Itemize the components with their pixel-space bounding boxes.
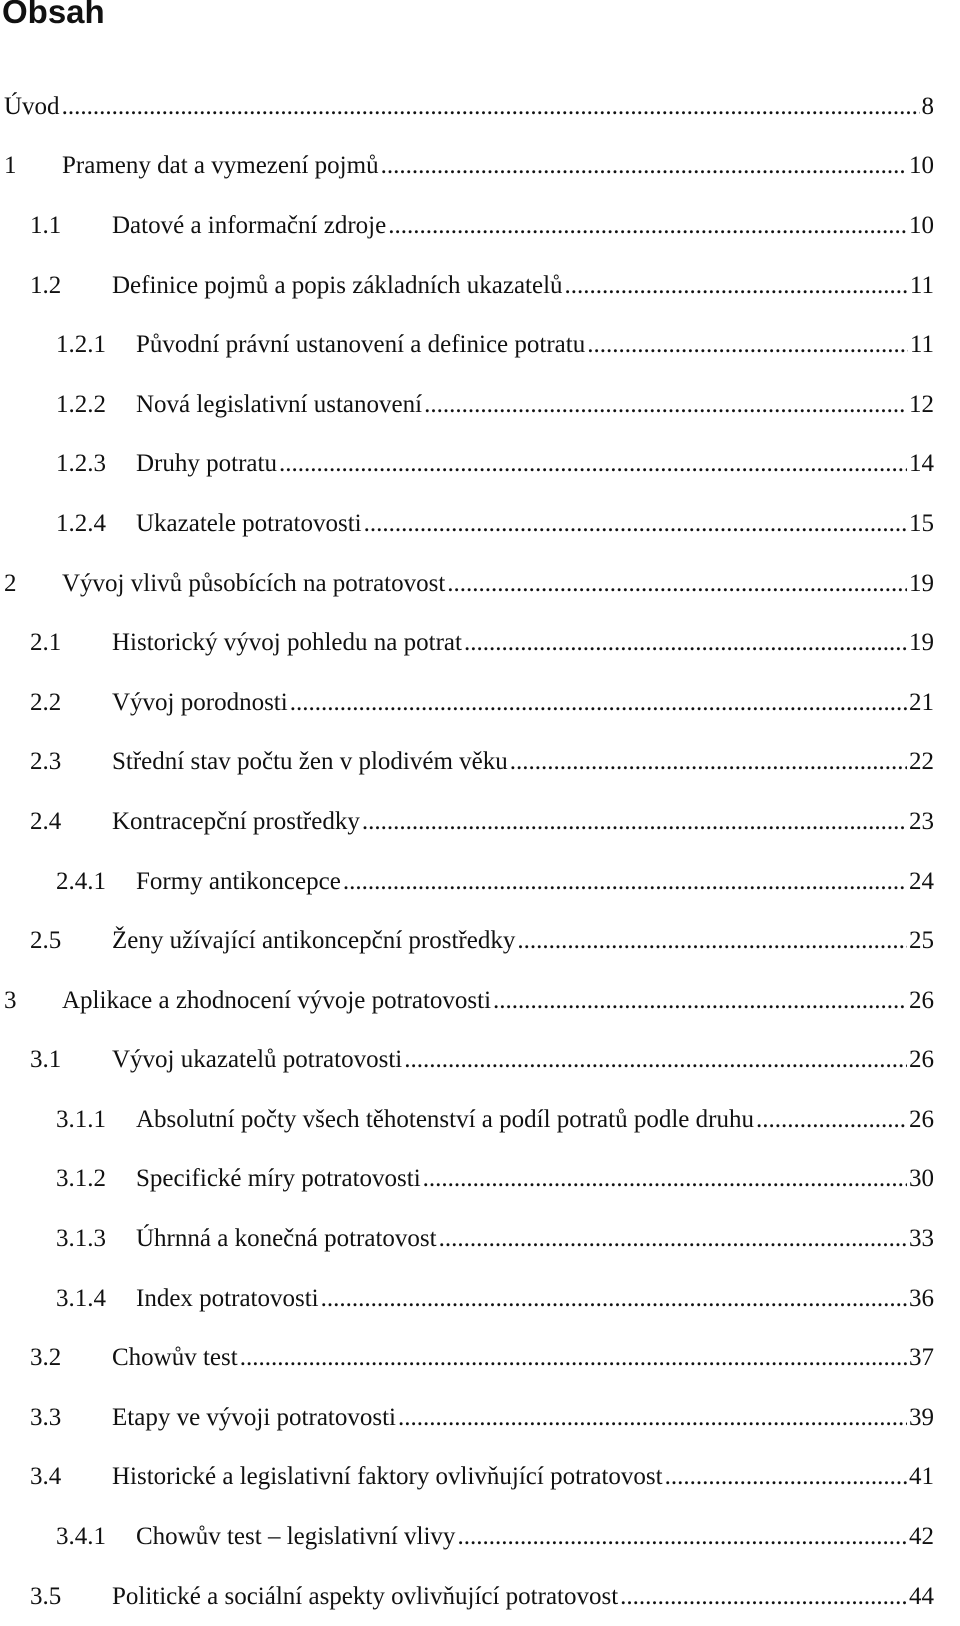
toc-entry-page-number: 26 bbox=[909, 1105, 934, 1133]
toc-entry[interactable] bbox=[0, 1328, 960, 1388]
toc-entry[interactable] bbox=[0, 1090, 960, 1150]
dot-leader bbox=[60, 93, 920, 121]
toc-entry-title: Etapy ve vývoji potratovosti bbox=[112, 1403, 396, 1431]
toc-entry-title: Střední stav počtu žen v plodivém věku bbox=[112, 748, 508, 776]
toc-entry-number: 3.1.4 bbox=[56, 1284, 106, 1312]
toc-entry-page-number: 10 bbox=[909, 211, 934, 239]
toc-entry-title: Absolutní počty všech těhotenství a podíl potratů podle druhu bbox=[136, 1105, 754, 1133]
toc-entry-page-number: 42 bbox=[909, 1523, 934, 1551]
toc-entry-page-number: 19 bbox=[909, 629, 934, 657]
toc-entry-number: 3.2 bbox=[30, 1344, 62, 1372]
toc-entry-number: 3.4 bbox=[30, 1463, 62, 1491]
toc-entry-number: 1.2 bbox=[30, 271, 62, 299]
dot-leader bbox=[585, 331, 908, 359]
dot-leader bbox=[386, 212, 907, 240]
toc-entry-title: Historický vývoj pohledu na potrat bbox=[112, 629, 462, 657]
toc-entry-number: 2.4.1 bbox=[56, 867, 106, 895]
dot-leader bbox=[396, 1404, 907, 1432]
toc-entry[interactable] bbox=[0, 1150, 960, 1210]
toc-entry-title: Vývoj ukazatelů potratovosti bbox=[112, 1046, 403, 1074]
toc-entry-page-number: 14 bbox=[909, 450, 934, 478]
toc-entry-title: Definice pojmů a popis základních ukazatelů bbox=[112, 271, 563, 299]
toc-entry-title: Chowův test – legislativní vlivy bbox=[136, 1523, 456, 1551]
toc-entry-number: 1.2.3 bbox=[56, 450, 106, 478]
toc-entry-number: 1 bbox=[4, 152, 17, 180]
toc-entry[interactable] bbox=[0, 315, 960, 375]
toc-entry-page-number: 15 bbox=[909, 509, 934, 537]
toc-entry-number: 3 bbox=[4, 986, 17, 1014]
dot-leader bbox=[508, 748, 907, 776]
toc-entry[interactable] bbox=[0, 1388, 960, 1448]
toc-entry[interactable] bbox=[0, 852, 960, 912]
dot-leader bbox=[491, 987, 907, 1015]
toc-entry[interactable] bbox=[0, 911, 960, 971]
toc-entry-page-number: 23 bbox=[909, 807, 934, 835]
toc-entry-number: 3.3 bbox=[30, 1403, 62, 1431]
toc-entry-title: Datové a informační zdroje bbox=[112, 211, 387, 239]
toc-entry-page-number: 36 bbox=[909, 1284, 934, 1312]
toc-entry-title: Kontracepční prostředky bbox=[112, 807, 360, 835]
dot-leader bbox=[421, 1165, 907, 1193]
toc-entry-number: 3.1.2 bbox=[56, 1165, 106, 1193]
toc-entry-number: 3.5 bbox=[30, 1582, 62, 1610]
toc-entry-page-number: 25 bbox=[909, 927, 934, 955]
toc-entry[interactable] bbox=[0, 494, 960, 554]
toc-entry-number: 2 bbox=[4, 569, 17, 597]
toc-entry-number: 1.2.1 bbox=[56, 331, 106, 359]
toc-entry-page-number: 33 bbox=[909, 1225, 934, 1253]
toc-entry-title: Prameny dat a vymezení pojmů bbox=[62, 152, 379, 180]
toc-entry[interactable] bbox=[0, 137, 960, 197]
toc-entry-number: 3.1 bbox=[30, 1046, 62, 1074]
toc-entry-number: 2.2 bbox=[30, 688, 62, 716]
toc-entry-number: 2.5 bbox=[30, 927, 62, 955]
toc-entry-title: Index potratovosti bbox=[136, 1284, 319, 1312]
toc-entry-title: Politické a sociální aspekty ovlivňující potratovost bbox=[112, 1582, 619, 1610]
toc-entry-number: 3.1.1 bbox=[56, 1105, 106, 1133]
toc-entry-title: Úvod bbox=[4, 92, 60, 120]
toc-entry-page-number: 39 bbox=[909, 1403, 934, 1431]
toc-entry-page-number: 11 bbox=[909, 271, 934, 299]
dot-leader bbox=[402, 1046, 907, 1074]
toc-entry-title: Vývoj vlivů působících na potratovost bbox=[62, 569, 446, 597]
toc-entry-page-number: 26 bbox=[909, 986, 934, 1014]
dot-leader bbox=[288, 689, 907, 717]
dot-leader bbox=[238, 1344, 907, 1372]
table-of-contents bbox=[0, 77, 960, 1626]
toc-entry[interactable] bbox=[0, 1567, 960, 1626]
toc-entry[interactable] bbox=[0, 613, 960, 673]
dot-leader bbox=[319, 1285, 907, 1313]
dot-leader bbox=[754, 1106, 907, 1134]
toc-entry-title: Vývoj porodnosti bbox=[112, 688, 288, 716]
toc-entry-page-number: 11 bbox=[909, 331, 934, 359]
toc-entry-page-number: 10 bbox=[909, 152, 934, 180]
toc-entry-number: 1.2.4 bbox=[56, 509, 106, 537]
toc-entry-number: 2.1 bbox=[30, 629, 62, 657]
toc-entry-page-number: 24 bbox=[909, 867, 934, 895]
toc-entry-title: Nová legislativní ustanovení bbox=[136, 390, 423, 418]
toc-entry[interactable] bbox=[0, 196, 960, 256]
toc-entry-title: Chowův test bbox=[112, 1344, 238, 1372]
toc-entry[interactable] bbox=[0, 733, 960, 793]
toc-entry[interactable] bbox=[0, 1031, 960, 1091]
toc-entry-number: 2.4 bbox=[30, 807, 62, 835]
toc-entry-page-number: 26 bbox=[909, 1046, 934, 1074]
toc-entry-page-number: 37 bbox=[909, 1344, 934, 1372]
toc-entry-page-number: 19 bbox=[909, 569, 934, 597]
dot-leader bbox=[277, 450, 907, 478]
toc-entry[interactable] bbox=[0, 435, 960, 495]
toc-entry-title: Specifické míry potratovosti bbox=[136, 1165, 421, 1193]
toc-entry[interactable] bbox=[0, 792, 960, 852]
toc-entry-page-number: 8 bbox=[921, 92, 934, 120]
dot-leader bbox=[462, 629, 907, 657]
toc-entry-title: Druhy potratu bbox=[136, 450, 277, 478]
toc-entry-page-number: 41 bbox=[909, 1463, 934, 1491]
toc-entry-page-number: 30 bbox=[909, 1165, 934, 1193]
toc-entry[interactable] bbox=[0, 1269, 960, 1329]
toc-entry[interactable] bbox=[0, 673, 960, 733]
toc-entry[interactable] bbox=[0, 971, 960, 1031]
toc-entry-page-number: 12 bbox=[909, 390, 934, 418]
toc-entry[interactable] bbox=[0, 1209, 960, 1269]
dot-leader bbox=[379, 152, 907, 180]
toc-entry-title: Původní právní ustanovení a definice potratu bbox=[136, 331, 586, 359]
toc-entry[interactable] bbox=[0, 77, 960, 137]
dot-leader bbox=[563, 272, 908, 300]
toc-entry[interactable] bbox=[0, 1448, 960, 1508]
toc-entry-page-number: 22 bbox=[909, 748, 934, 776]
toc-entry-number: 1.1 bbox=[30, 211, 62, 239]
dot-leader bbox=[663, 1463, 907, 1491]
dot-leader bbox=[445, 570, 907, 598]
dot-leader bbox=[455, 1523, 907, 1551]
page-title: Obsah bbox=[2, 0, 105, 30]
toc-entry-title: Ukazatele potratovosti bbox=[136, 509, 362, 537]
toc-entry[interactable] bbox=[0, 1507, 960, 1567]
dot-leader bbox=[362, 510, 907, 538]
dot-leader bbox=[422, 391, 907, 419]
toc-entry-number: 3.4.1 bbox=[56, 1523, 106, 1551]
toc-entry-title: Úhrnná a konečná potratovost bbox=[136, 1225, 437, 1253]
dot-leader bbox=[515, 927, 907, 955]
toc-entry-title: Historické a legislativní faktory ovlivňující potratovost bbox=[112, 1463, 663, 1491]
toc-entry[interactable] bbox=[0, 554, 960, 614]
dot-leader bbox=[341, 868, 907, 896]
toc-entry-number: 1.2.2 bbox=[56, 390, 106, 418]
toc-entry-number: 2.3 bbox=[30, 748, 62, 776]
dot-leader bbox=[618, 1583, 907, 1611]
toc-entry-page-number: 44 bbox=[909, 1582, 934, 1610]
toc-entry-number: 3.1.3 bbox=[56, 1225, 106, 1253]
dot-leader bbox=[437, 1225, 907, 1253]
toc-entry-title: Formy antikoncepce bbox=[136, 867, 341, 895]
dot-leader bbox=[360, 808, 907, 836]
toc-entry-title: Ženy užívající antikoncepční prostředky bbox=[112, 927, 516, 955]
toc-entry[interactable] bbox=[0, 375, 960, 435]
toc-entry-page-number: 21 bbox=[909, 688, 934, 716]
toc-entry-title: Aplikace a zhodnocení vývoje potratovosti bbox=[62, 986, 492, 1014]
toc-entry[interactable] bbox=[0, 256, 960, 316]
